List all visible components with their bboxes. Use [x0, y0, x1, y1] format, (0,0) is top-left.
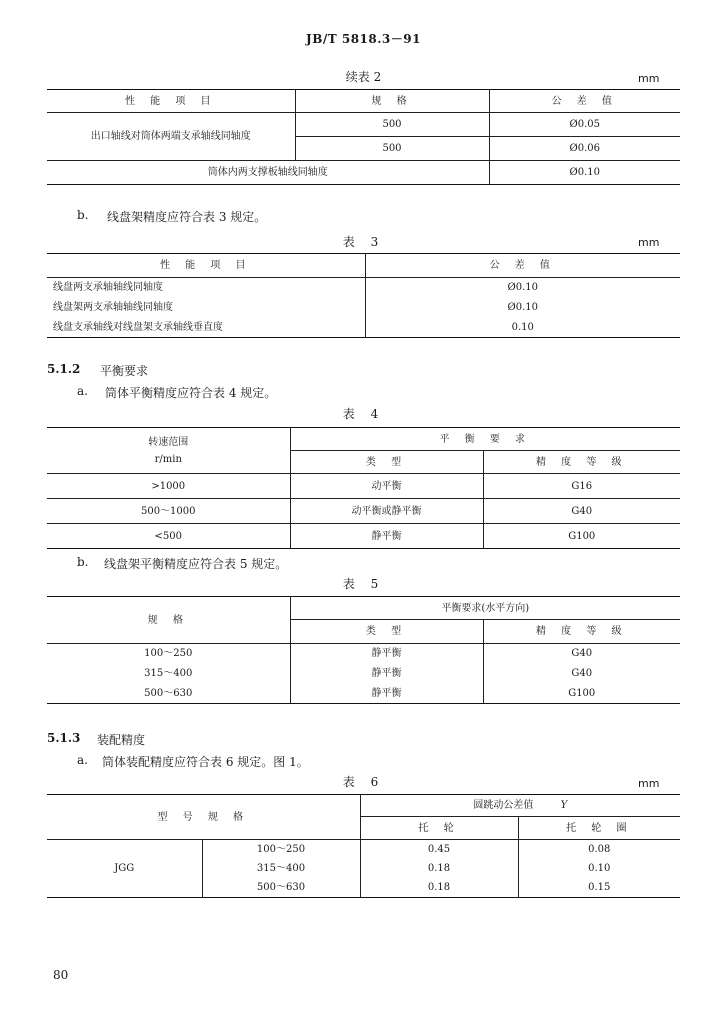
t4-row1-speed: >1000	[47, 474, 290, 499]
t5-row1-spec: 100～250	[47, 644, 290, 664]
t6-header-runout-label: 圆跳动公差值	[473, 800, 534, 811]
t4-row2-type: 动平衡或静平衡	[290, 499, 483, 524]
t6-header-runout-symbol: Y	[560, 800, 568, 811]
t6-header-roller: 托 轮	[360, 817, 518, 840]
para-a2-mark: a.	[77, 753, 88, 767]
t6-row1-spec: 100～250	[202, 840, 360, 859]
t4-row1-grade: G16	[483, 474, 680, 499]
t6-model: JGG	[47, 840, 202, 898]
section-5-1-3-number: 5.1.3	[47, 731, 81, 745]
t6-row3-roller: 0.18	[360, 878, 518, 898]
t4-row1-type: 动平衡	[290, 474, 483, 499]
t6-row2-spec: 315～400	[202, 859, 360, 878]
para-a1-text: 筒体平衡精度应符合表 4 规定。	[105, 386, 277, 400]
t5-header-balance: 平衡要求(水平方向)	[290, 597, 680, 620]
t2-header-value: 公 差 值	[489, 90, 680, 113]
t4-row2-speed: 500～1000	[47, 499, 290, 524]
t3-row2-item: 线盘架两支承轴轴线同轴度	[47, 298, 365, 318]
t3-row3-item: 线盘支承轴线对线盘架支承轴线垂直度	[47, 318, 365, 338]
para-b1-mark: b.	[77, 208, 89, 222]
t3-row1-item: 线盘两支承轴轴线同轴度	[47, 278, 365, 298]
t5-row3-type: 静平衡	[290, 684, 483, 704]
table-5	[47, 596, 680, 704]
t4-header-grade: 精 度 等 级	[483, 451, 680, 474]
t5-header-type: 类 型	[290, 620, 483, 644]
t4-header-balance: 平 衡 要 求	[290, 428, 680, 451]
t4-header-speed-label: 转速范围	[148, 436, 189, 448]
t3-row1-value: Ø0.10	[507, 282, 538, 294]
page-number: 80	[53, 968, 69, 982]
table2-unit: mm	[638, 72, 660, 85]
t5-row3-spec: 500～630	[47, 684, 290, 704]
table3-unit: mm	[638, 236, 660, 249]
table5-caption: 表 5	[342, 577, 385, 591]
table-3	[47, 253, 680, 338]
t2-row2-spec: 500	[295, 137, 489, 161]
t2-row3-item: 筒体内两支撑板轴线同轴度	[47, 161, 489, 185]
t6-header-ring: 托 轮 圈	[518, 817, 680, 840]
t3-row3-value: 0.10	[365, 318, 680, 338]
t2-row1-value: Ø0.05	[489, 113, 680, 137]
para-b2-text: 线盘架平衡精度应符合表 5 规定。	[104, 557, 288, 571]
t6-row3-spec: 500～630	[202, 878, 360, 898]
t4-row3-grade: G100	[483, 524, 680, 549]
t6-row2-roller: 0.18	[360, 859, 518, 878]
standard-header: JB/T 5818.3－91	[306, 32, 421, 46]
t6-row1-roller: 0.45	[360, 840, 518, 859]
t4-header-speed	[47, 428, 290, 474]
t6-row3-ring: 0.15	[518, 878, 680, 898]
table6-unit: mm	[638, 777, 660, 790]
para-a1-mark: a.	[77, 384, 88, 398]
t2-row3-value: Ø0.10	[489, 161, 680, 185]
table-4	[47, 427, 680, 549]
t4-row2-grade: G40	[483, 499, 680, 524]
section-5-1-2-title: 平衡要求	[100, 364, 149, 378]
t3-header-item: 性 能 项 目	[47, 254, 365, 278]
t6-row2-ring: 0.10	[588, 862, 611, 874]
t4-row3-type: 静平衡	[290, 524, 483, 549]
t5-row1-type: 静平衡	[290, 644, 483, 664]
table3-caption: 表 3	[342, 235, 385, 249]
t6-header-runout	[360, 795, 680, 817]
t2-row1-spec: 500	[295, 113, 489, 137]
para-b1-text: 线盘架精度应符合表 3 规定。	[107, 210, 267, 224]
section-5-1-2-number: 5.1.2	[47, 362, 81, 376]
section-5-1-3-title: 装配精度	[97, 733, 146, 747]
t2-header-item: 性 能 项 目	[47, 90, 295, 113]
t5-row3-grade: G100	[483, 684, 680, 704]
t2-row1-item: 出口轴线对筒体两端支承轴线同轴度	[47, 113, 295, 161]
t4-header-speed-unit: r/min	[154, 453, 182, 465]
table2-caption: 续表 2	[345, 70, 382, 84]
table4-caption: 表 4	[342, 407, 385, 421]
t5-row2-spec: 315～400	[47, 664, 290, 684]
t2-row2-value: Ø0.06	[489, 137, 680, 161]
t5-header-spec: 规 格	[47, 597, 290, 644]
table-2-continued	[47, 89, 680, 185]
t6-header-model: 型 号 规 格	[47, 795, 360, 840]
t4-header-type: 类 型	[290, 451, 483, 474]
t5-row2-grade: G40	[571, 668, 593, 679]
para-b2-mark: b.	[77, 555, 89, 569]
t5-row1-grade: G40	[571, 648, 593, 660]
t2-header-spec: 规 格	[295, 90, 489, 113]
t3-row2-value: Ø0.10	[507, 302, 538, 313]
para-a2-text: 筒体装配精度应符合表 6 规定。图 1。	[102, 755, 309, 769]
t4-row3-speed: <500	[47, 524, 290, 549]
table-6	[47, 794, 680, 898]
t5-header-grade: 精 度 等 级	[483, 620, 680, 644]
t3-header-value: 公 差 值	[365, 254, 680, 278]
t6-row1-ring: 0.08	[588, 843, 611, 855]
t5-row2-type: 静平衡	[290, 664, 483, 684]
table6-caption: 表 6	[342, 775, 385, 789]
